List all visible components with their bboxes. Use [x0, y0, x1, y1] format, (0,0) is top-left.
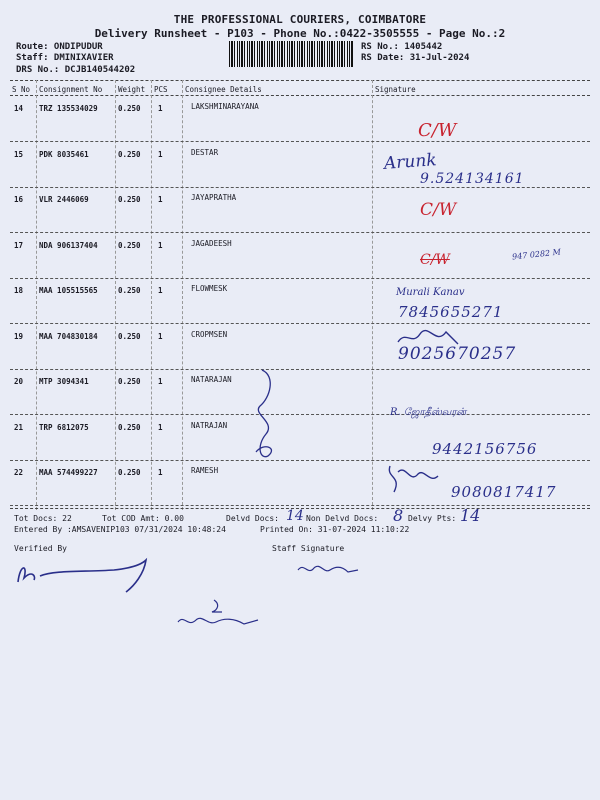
delivered-docs-handwritten: 14: [286, 508, 304, 524]
row-sno: 15: [14, 149, 24, 159]
non-delivered-docs-handwritten: 8: [393, 506, 404, 525]
row-pcs: 1: [158, 331, 163, 341]
col-divider: [372, 80, 373, 510]
row-pcs: 1: [158, 149, 163, 159]
col-pcs: PCS: [154, 85, 168, 94]
row-consignment-no: TRZ 135534029: [39, 104, 98, 113]
col-weight: Weight: [118, 85, 146, 94]
row-pcs: 1: [158, 286, 163, 295]
entered-by: Entered By :AMSAVENIP103 07/31/2024 10:48:24: [14, 525, 226, 534]
row-separator: [10, 369, 590, 370]
verified-by-label: Verified By: [14, 544, 67, 553]
handwritten-name: Murali Kanav: [396, 287, 465, 298]
row-consignee: JAGADEESH: [191, 238, 232, 248]
route-label: Route: ONDIPUDUR: [16, 42, 103, 52]
row-separator: [10, 323, 590, 324]
row-consignment-no: MAA 105515565: [39, 286, 98, 295]
handwritten-phone: 9.524134161: [420, 171, 525, 187]
handwritten-cw: C/W: [420, 200, 457, 220]
row-weight: 0.250: [118, 422, 141, 432]
non-delivered-docs-label: Non Delvd Docs:: [306, 514, 379, 523]
total-docs: Tot Docs: 22: [14, 514, 72, 523]
row-sno: 20: [14, 377, 24, 386]
signature-scribble: [396, 328, 466, 350]
row-consignee: LAKSHMINARAYANA: [191, 102, 259, 111]
row-consignee: NATRAJAN: [191, 420, 228, 430]
header-top-rule: [10, 80, 590, 81]
col-divider: [182, 80, 183, 510]
signature-scribble: [246, 368, 286, 468]
row-consignment-no: NDA 906137404: [39, 240, 98, 250]
row-consignee: FLOWMESK: [191, 284, 228, 293]
row-weight: 0.250: [118, 195, 141, 204]
col-consignment: Consignment No: [39, 85, 103, 94]
drs-number: DRS No.: DCJB140544202: [16, 65, 136, 75]
col-divider: [115, 80, 116, 510]
handwritten-phone: 9025670257: [398, 344, 517, 364]
row-consignment-no: MTP 3094341: [39, 377, 89, 386]
col-signature: Signature: [375, 85, 416, 94]
staff-signature: [296, 560, 362, 580]
delivery-points-label: Delvy Pts:: [408, 514, 457, 523]
header-bottom-rule: [10, 95, 590, 96]
row-consignment-no: MAA 574499227: [39, 468, 98, 477]
delivery-points-handwritten: 14: [460, 506, 481, 525]
printed-on: Printed On: 31-07-2024 11:10:22: [260, 525, 410, 534]
handwritten-cw: C/W: [418, 120, 457, 141]
col-divider: [36, 80, 37, 510]
handwritten-name: R. ஜோதீஸ்வரன்: [390, 407, 467, 418]
row-pcs: 1: [158, 240, 163, 250]
verifier-signature: [14, 556, 174, 596]
staff-signature-secondary: [174, 598, 264, 632]
row-pcs: 1: [158, 422, 163, 432]
delivered-docs-label: Delvd Docs:: [226, 514, 279, 523]
row-weight: 0.250: [118, 149, 141, 159]
staff-signature-label: Staff Signature: [272, 544, 345, 553]
handwritten-phone: 7845655271: [398, 303, 504, 321]
row-consignee: NATARAJAN: [191, 375, 232, 384]
row-weight: 0.250: [118, 240, 141, 250]
row-consignee: JAYAPRATHA: [191, 193, 237, 202]
row-sno: 14: [14, 104, 24, 113]
row-sno: 17: [14, 240, 24, 250]
handwritten-name: Arunk: [383, 150, 438, 174]
handwritten-phone: 9442156756: [432, 440, 538, 458]
page-title: THE PROFESSIONAL COURIERS, COIMBATORE: [173, 13, 427, 26]
row-weight: 0.250: [118, 468, 141, 477]
row-sno: 16: [14, 195, 24, 204]
staff-label: Staff: DMINIXAVIER: [16, 53, 114, 63]
handwritten-phone: 947 0282 M: [511, 247, 562, 262]
rs-number: RS No.: 1405442: [361, 42, 443, 52]
row-separator: [10, 505, 590, 506]
row-consignment-no: VLR 2446069: [39, 195, 89, 204]
col-consignee: Consignee Details: [185, 85, 262, 94]
col-divider: [151, 80, 152, 510]
signature-scribble: [384, 462, 444, 502]
row-sno: 22: [14, 468, 24, 477]
row-separator: [10, 278, 590, 279]
row-consignee: CROPMSEN: [191, 329, 228, 339]
row-separator: [10, 414, 590, 415]
col-sno: S No: [12, 85, 31, 94]
row-consignment-no: TRP 6812075: [39, 422, 89, 432]
total-cod: Tot COD Amt: 0.00: [102, 514, 184, 523]
handwritten-phone: 9080817417: [451, 483, 557, 501]
runsheet-subtitle: Delivery Runsheet - P103 - Phone No.:0422-3505555 - Page No.:2: [94, 27, 506, 40]
row-weight: 0.250: [118, 331, 141, 341]
row-pcs: 1: [158, 468, 163, 477]
row-sno: 19: [14, 331, 24, 341]
row-pcs: 1: [158, 104, 163, 113]
row-separator: [10, 232, 590, 233]
row-sno: 21: [14, 422, 24, 432]
row-consignment-no: MAA 704830184: [39, 331, 98, 341]
row-consignment-no: PDK 8035461: [39, 149, 89, 159]
rs-date: RS Date: 31-Jul-2024: [361, 53, 470, 63]
row-pcs: 1: [158, 377, 163, 386]
barcode: [229, 41, 354, 67]
row-weight: 0.250: [118, 377, 141, 386]
row-consignee: DESTAR: [191, 147, 219, 157]
row-separator: [10, 141, 590, 142]
row-weight: 0.250: [118, 286, 141, 295]
row-weight: 0.250: [118, 104, 141, 113]
row-sno: 18: [14, 286, 24, 295]
row-consignee: RAMESH: [191, 466, 219, 475]
row-separator: [10, 460, 590, 461]
row-pcs: 1: [158, 195, 163, 204]
handwritten-cw-struck: C/W: [420, 252, 450, 268]
